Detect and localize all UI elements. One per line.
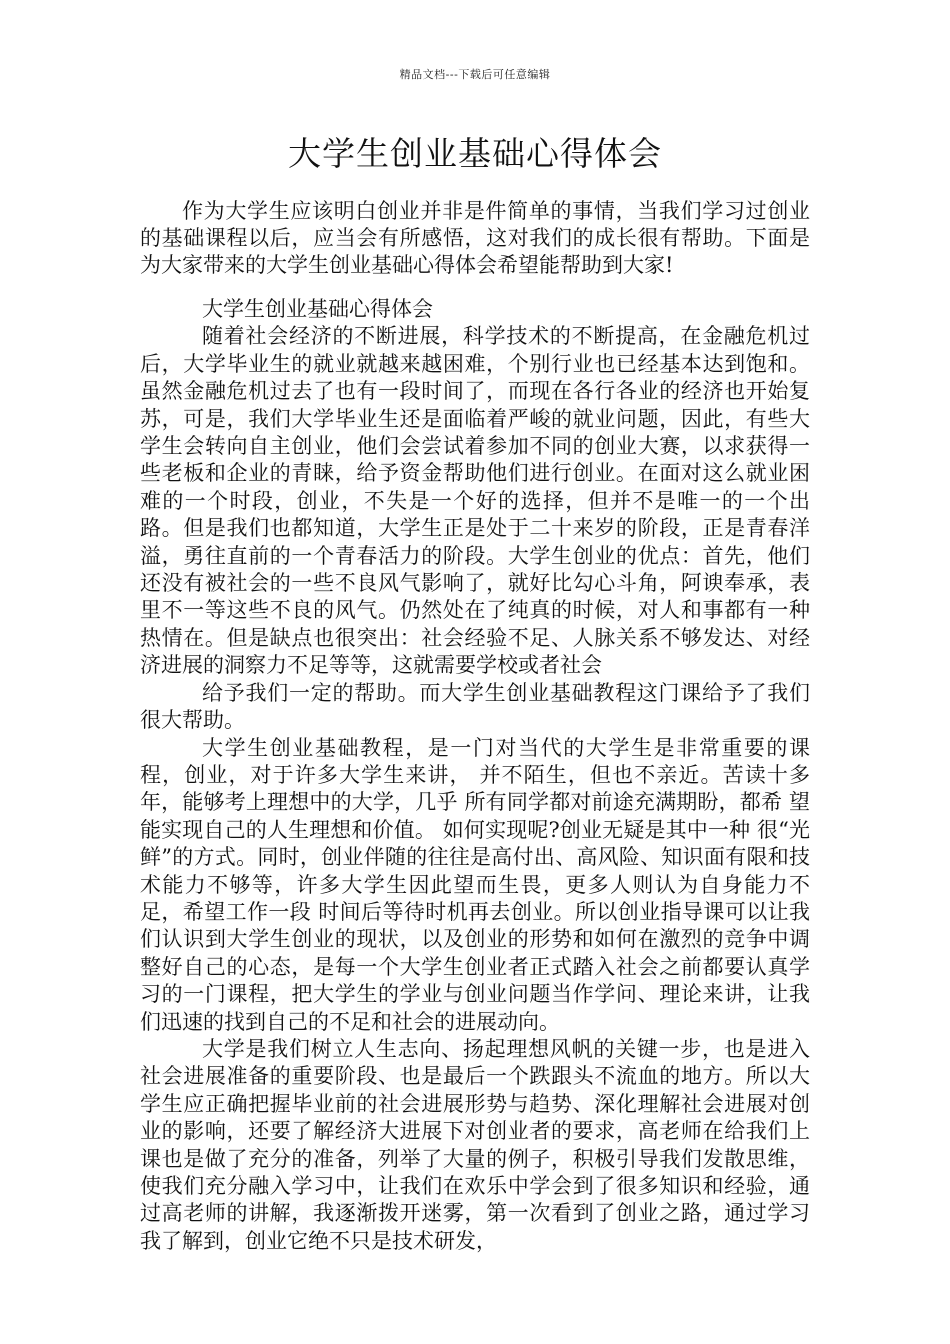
document-title: 大学生创业基础心得体会	[288, 134, 662, 173]
document-body	[140, 296, 810, 1255]
body-paragraph: 大学生创业基础教程，是一门对当代的大学生是非常重要的课程，创业，对于许多大学生来讲， 并不陌生，但也不亲近。苦读十多 年，能够考上理想中的大学，几乎 所有同学都对前途充满期盼，都希 望能实现自己的人生理想和价值。 如何实现呢?创业无疑是其中一种 很“光鲜”的方式。同时，创业伴随的往往是高付出、高风险、知识面有限和技术能力不够等，许多大学生因此望而生畏，更多人则认为自身能力不足，希望工作一段 时间后等待时机再去创业。所以创业指导课可以让我们认识到大学生创业的现状，以及创业的形势和如何在激烈的竞争中调整好自己的心态，是每一个大学生创业者正式踏入社会之前都要认真学习的一门课程，把大学生的学业与创业问题当作学问、理论来讲，让我们迅速的找到自己的不足和社会的进展动向。	[140, 735, 810, 1034]
header-note: 精品文档---下载后可任意编辑	[399, 68, 551, 81]
section-subheading: 大学生创业基础心得体会	[202, 297, 433, 321]
intro-paragraph: 作为大学生应该明白创业并非是件简单的事情，当我们学习过创业的基础课程以后，应当会有所感悟，这对我们的成长很有帮助。下面是为大家带来的大学生创业基础心得体会希望能帮助到大家!	[140, 199, 810, 277]
body-paragraph: 给予我们一定的帮助。而大学生创业基础教程这门课给予了我们很大帮助。	[140, 680, 810, 733]
body-paragraph: 大学是我们树立人生志向、扬起理想风帆的关键一步，也是进入社会进展准备的重要阶段、也是最后一个跌跟头不流血的地方。所以大学生应正确把握毕业前的社会进展形势与趋势、深化理解社会进展对创业的影响，还要了解经济大进展下对创业者的要求，高老师在给我们上课也是做了充分的准备，列举了大量的例子，积极引导我们发散思维，使我们充分融入学习中，让我们在欢乐中学会到了很多知识和经验，通过高老师的讲解，我逐渐拨开迷雾，第一次看到了创业之路，通过学习我了解到，创业它绝不只是技术研发，	[140, 1036, 810, 1253]
body-paragraph: 随着社会经济的不断进展，科学技术的不断提高，在金融危机过后，大学毕业生的就业就越来越困难，个别行业也已经基本达到饱和。虽然金融危机过去了也有一段时间了，而现在各行各业的经济也开始复苏，可是，我们大学毕业生还是面临着严峻的就业问题，因此，有些大学生会转向自主创业，他们会尝试着参加不同的创业大赛，以求获得一些老板和企业的青睐，给予资金帮助他们进行创业。在面对这么就业困难的一个时段，创业，不失是一个好的选择，但并不是唯一的一个出路。但是我们也都知道，大学生正是处于二十来岁的阶段，正是青春洋溢，勇往直前的一个青春活力的阶段。大学生创业的优点：首先，他们还没有被社会的一些不良风气影响了，就好比勾心斗角，阿谀奉承，表里不一等这些不良的风气。仍然处在了纯真的时候，对人和事都有一种热情在。但是缺点也很突出：社会经验不足、人脉关系不够发达、对经济进展的洞察力不足等等，这就需要学校或者社会	[140, 324, 810, 678]
